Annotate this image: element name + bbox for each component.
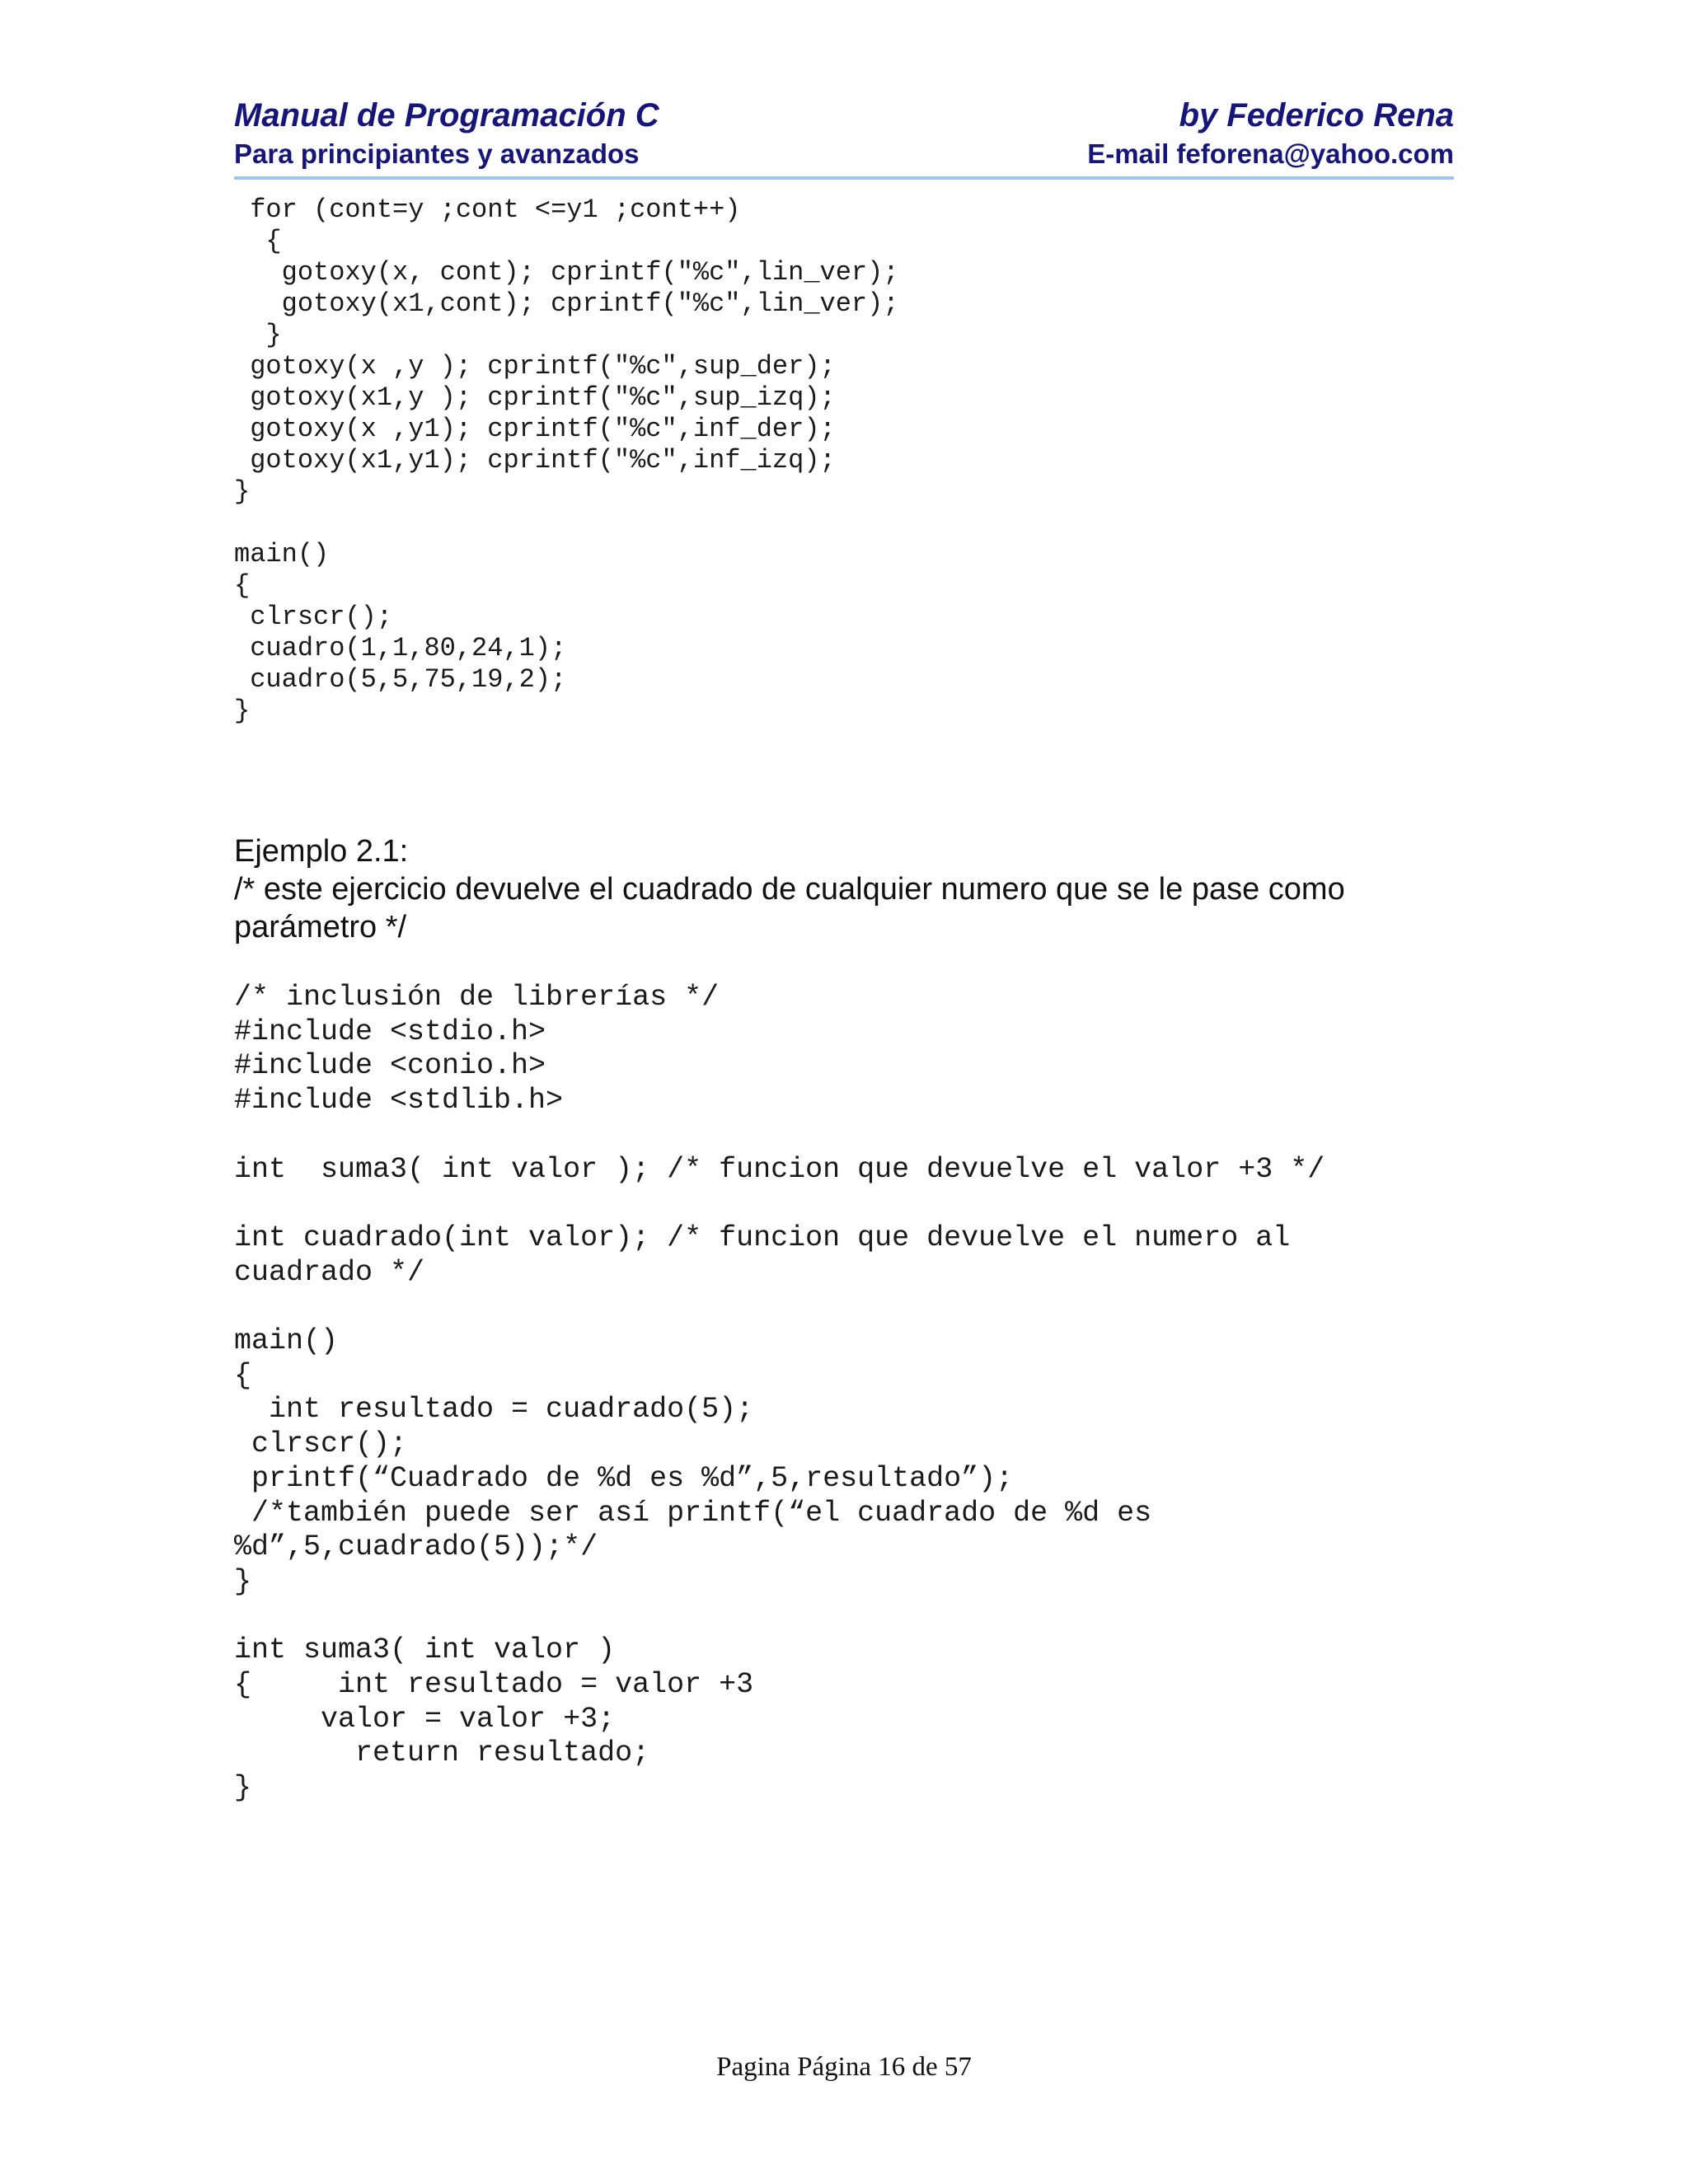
code-line — [234, 508, 899, 539]
code-line: gotoxy(x1,y1); cprintf("%c",inf_izq); — [234, 445, 836, 476]
code-line: cuadro(1,1,80,24,1); — [234, 633, 567, 663]
code-line: main() — [234, 539, 330, 569]
code-line: } — [234, 1771, 252, 1805]
manual-title: Manual de Programación C — [234, 97, 659, 134]
example-heading: Ejemplo 2.1: — [234, 834, 409, 869]
code-line: gotoxy(x1,y ); cprintf("%c",sup_izq); — [234, 382, 836, 413]
code-line: gotoxy(x1,cont); cprintf("%c",lin_ver); — [234, 288, 899, 319]
page-header — [234, 97, 1454, 188]
code-line: int cuadrado(int valor); /* funcion que devuelve el numero al — [234, 1221, 1291, 1254]
code-line: } — [234, 1564, 252, 1598]
code-line: for (cont=y ;cont <=y1 ;cont++) — [234, 194, 741, 225]
code-line: printf(“Cuadrado de %d es %d”,5,resultado”); — [234, 1461, 1014, 1495]
code-line: } — [234, 696, 251, 726]
example-section — [234, 832, 1454, 946]
code-line: return resultado; — [234, 1736, 650, 1770]
code-line: #include <stdio.h> — [234, 1015, 546, 1048]
code-line: cuadrado */ — [234, 1255, 425, 1289]
code-listing-top — [234, 194, 899, 727]
code-line: { — [234, 226, 282, 256]
code-line — [234, 1118, 1325, 1153]
code-line: } — [234, 320, 282, 350]
code-line: #include <stdlib.h> — [234, 1084, 564, 1118]
code-line — [234, 1187, 1325, 1221]
code-line: gotoxy(x, cont); cprintf("%c",lin_ver); — [234, 257, 899, 288]
code-line: clrscr(); — [234, 602, 393, 632]
code-line: gotoxy(x ,y1); cprintf("%c",inf_der); — [234, 414, 836, 444]
code-line: gotoxy(x ,y ); cprintf("%c",sup_der); — [234, 351, 836, 382]
code-line: { — [234, 1358, 252, 1392]
code-line: { — [234, 570, 251, 601]
code-line: /* inclusión de librerías */ — [234, 981, 720, 1014]
code-line: int resultado = cuadrado(5); — [234, 1393, 754, 1427]
code-line — [234, 1290, 1325, 1324]
code-line — [234, 1600, 1325, 1634]
code-line: %d”,5,cuadrado(5));*/ — [234, 1530, 598, 1564]
code-line: main() — [234, 1324, 339, 1358]
code-listing-example — [234, 981, 1325, 1806]
example-description: /* este ejercicio devuelve el cuadrado de cualquier numero que se le pase como parámetro */ — [234, 872, 1345, 944]
code-line: { int resultado = valor +3 — [234, 1668, 754, 1702]
code-line: int suma3( int valor ) — [234, 1633, 616, 1667]
code-line: clrscr(); — [234, 1427, 408, 1461]
code-line: } — [234, 476, 251, 507]
code-line: #include <conio.h> — [234, 1049, 546, 1083]
code-line: int suma3( int valor ); /* funcion que devuelve el valor +3 */ — [234, 1152, 1325, 1186]
manual-subtitle: Para principiantes y avanzados — [234, 138, 640, 169]
page-number: Pagina Página 16 de 57 — [716, 2052, 972, 2082]
code-line: cuadro(5,5,75,19,2); — [234, 664, 567, 695]
author-name: by Federico Rena — [1179, 97, 1454, 134]
code-line: valor = valor +3; — [234, 1702, 616, 1736]
code-line: /*también puede ser así printf(“el cuadrado de %d es — [234, 1496, 1152, 1530]
author-email: E-mail feforena@yahoo.com — [1087, 138, 1454, 169]
header-divider — [234, 176, 1454, 180]
